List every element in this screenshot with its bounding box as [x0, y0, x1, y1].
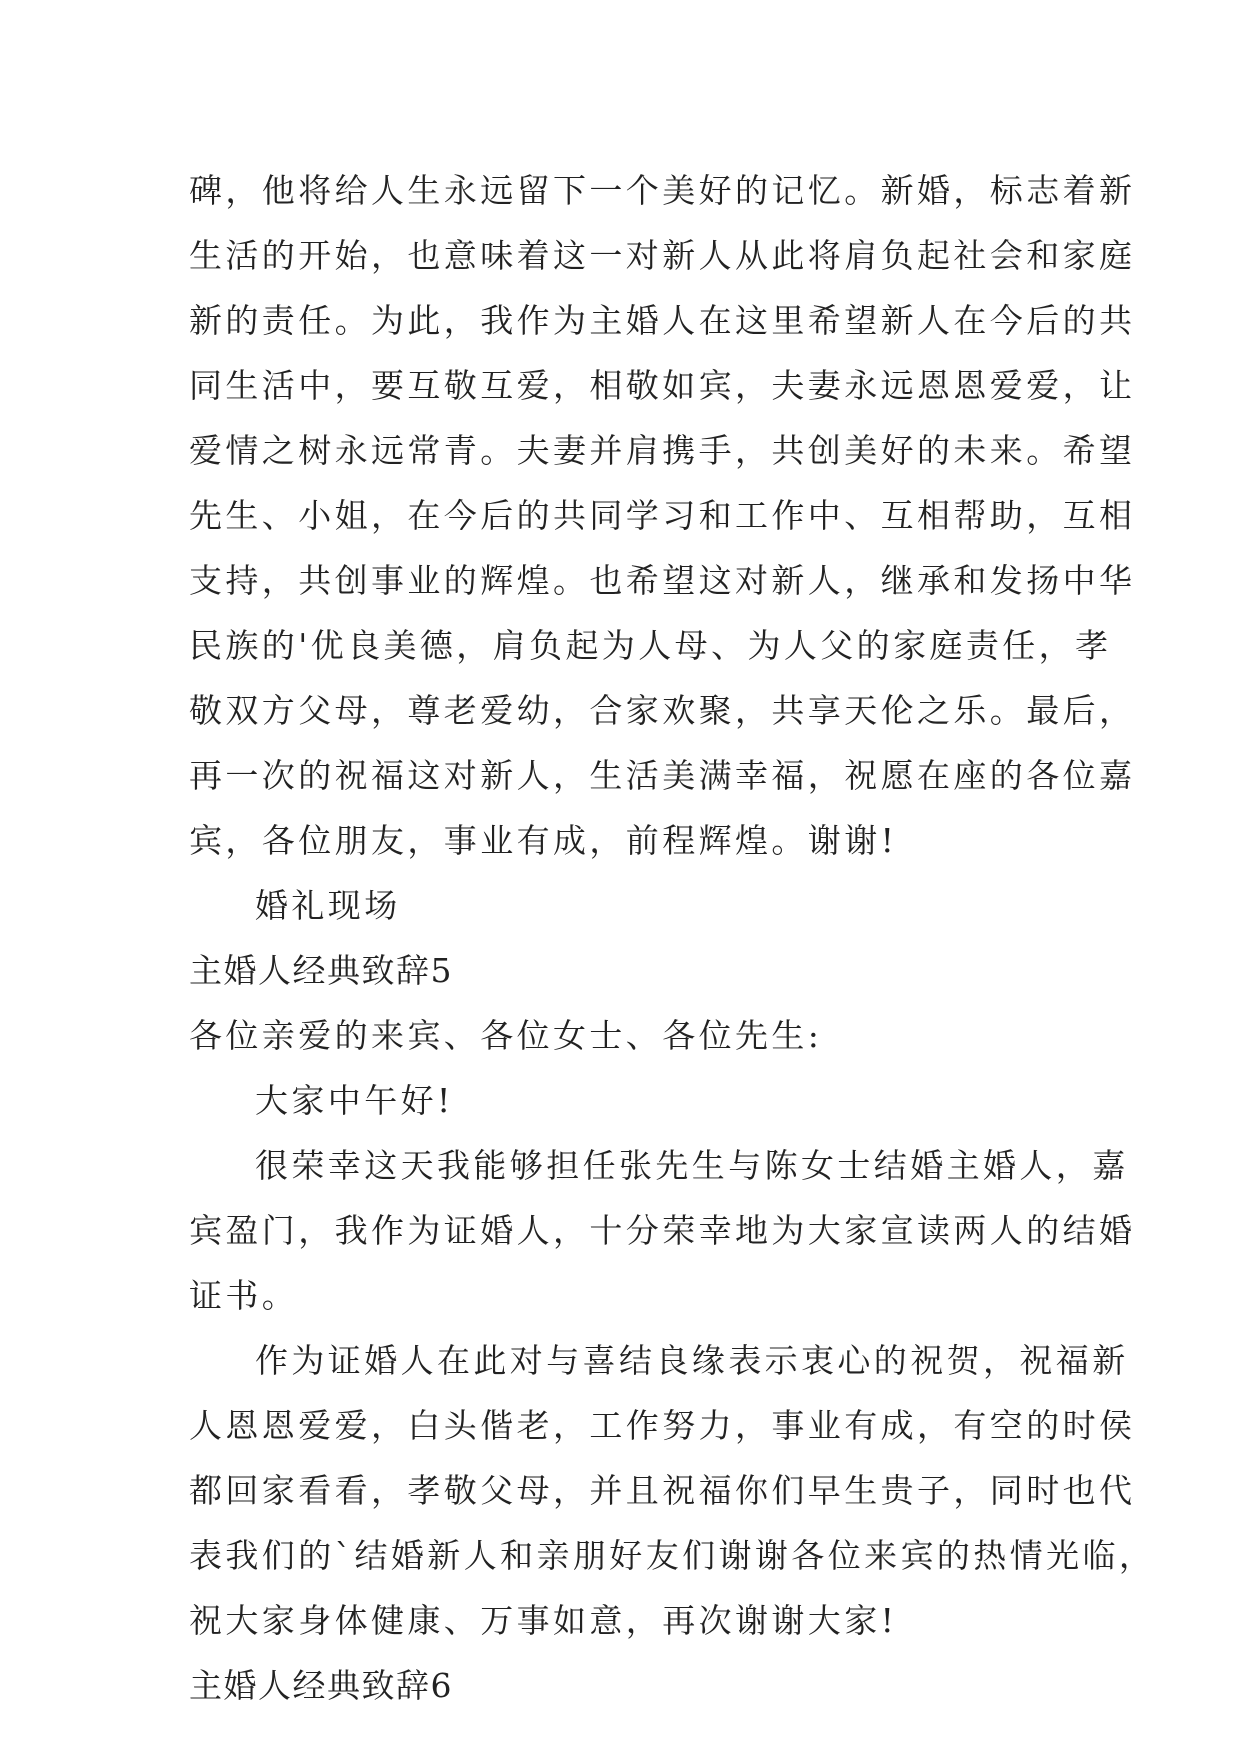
document-body	[189, 158, 1156, 1718]
paragraph-line: 新的责任。为此，我作为主婚人在这里希望新人在今后的共	[189, 301, 1136, 340]
paragraph-line: 生活的开始，也意味着这一对新人从此将肩负起社会和家庭	[189, 236, 1136, 275]
continued-paragraph	[189, 158, 1136, 873]
paragraph-line: 民族的'优良美德，肩负起为人母、为人父的家庭责任，孝	[189, 626, 1112, 665]
paragraph-line: 宾，各位朋友，事业有成，前程辉煌。谢谢!	[189, 821, 898, 860]
paragraph	[189, 1133, 1136, 1328]
paragraph-line: 很荣幸这天我能够担任张先生与陈女士结婚主婚人，嘉	[255, 1146, 1129, 1185]
section-title: 主婚人经典致辞5	[189, 951, 453, 990]
paragraph-line: 爱情之树永远常青。夫妻并肩携手，共创美好的未来。希望	[189, 431, 1136, 470]
paragraph-line: 宾盈门，我作为证婚人，十分荣幸地为大家宣读两人的结婚	[189, 1211, 1136, 1250]
paragraph-line: 人恩恩爱爱，白头偕老，工作努力，事业有成，有空的时侯	[189, 1406, 1136, 1445]
paragraph	[189, 1328, 1156, 1653]
paragraph-line: 敬双方父母，尊老爱幼，合家欢聚，共享天伦之乐。最后，	[189, 691, 1136, 730]
paragraph-line: 支持，共创事业的辉煌。也希望这对新人，继承和发扬中华	[189, 561, 1136, 600]
paragraph-line: 表我们的`结婚新人和亲朋好友们谢谢各位来宾的热情光临，	[189, 1536, 1156, 1575]
scene-note: 婚礼现场	[255, 886, 401, 925]
paragraph-line: 碑，他将给人生永远留下一个美好的记忆。新婚，标志着新	[189, 171, 1136, 210]
paragraph-line: 先生、小姐，在今后的共同学习和工作中、互相帮助，互相	[189, 496, 1136, 535]
paragraph-line: 祝大家身体健康、万事如意，再次谢谢大家!	[189, 1601, 898, 1640]
salutation: 各位亲爱的来宾、各位女士、各位先生:	[189, 1016, 823, 1055]
paragraph-line: 再一次的祝福这对新人，生活美满幸福，祝愿在座的各位嘉	[189, 756, 1136, 795]
section-title: 主婚人经典致辞6	[189, 1666, 453, 1705]
greeting: 大家中午好!	[255, 1081, 454, 1120]
paragraph-line: 证书。	[189, 1276, 299, 1315]
paragraph-line: 作为证婚人在此对与喜结良缘表示衷心的祝贺，祝福新	[255, 1341, 1129, 1380]
paragraph-line: 都回家看看，孝敬父母，并且祝福你们早生贵子，同时也代	[189, 1471, 1136, 1510]
paragraph-line: 同生活中，要互敬互爱，相敬如宾，夫妻永远恩恩爱爱，让	[189, 366, 1136, 405]
